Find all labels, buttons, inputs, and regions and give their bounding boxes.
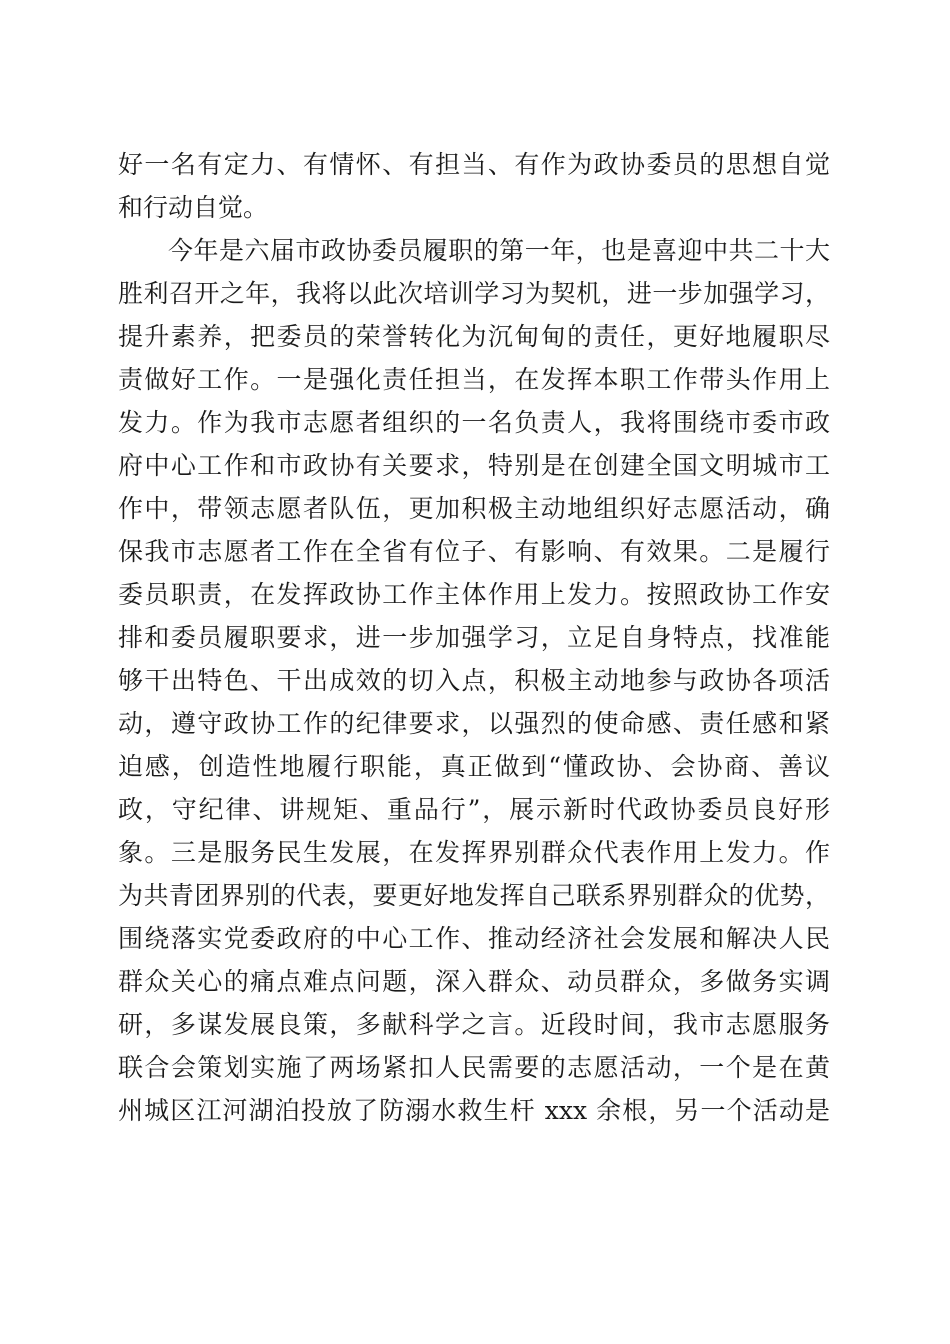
text-line: 群众关心的痛点难点问题，深入群众、动员群众，多做务实调 bbox=[118, 967, 830, 996]
text-line: 州城区江河湖泊投放了防溺水救生杆 xxx 余根，另一个活动是 bbox=[118, 1096, 830, 1125]
text-line: 提升素养，把委员的荣誉转化为沉甸甸的责任，更好地履职尽 bbox=[118, 322, 830, 351]
body-text bbox=[118, 143, 830, 1132]
text-line: 好一名有定力、有情怀、有担当、有作为政协委员的思想自觉 bbox=[118, 150, 830, 179]
text-line: 政，守纪律、讲规矩、重品行”，展示新时代政协委员良好形 bbox=[118, 795, 830, 824]
text-line: 保我市志愿者工作在全省有位子、有影响、有效果。二是履行 bbox=[118, 537, 830, 566]
text-line: 胜利召开之年，我将以此次培训学习为契机，进一步加强学习， bbox=[118, 279, 830, 308]
text-line: 研，多谋发展良策，多献科学之言。近段时间，我市志愿服务 bbox=[118, 1010, 830, 1039]
text-line: 象。三是服务民生发展，在发挥界别群众代表作用上发力。作 bbox=[118, 838, 830, 867]
text-line: 排和委员履职要求，进一步加强学习，立足自身特点，找准能 bbox=[118, 623, 830, 652]
text-line: 迫感，创造性地履行职能，真正做到“懂政协、会协商、善议 bbox=[118, 752, 830, 781]
text-line: 围绕落实党委政府的中心工作、推动经济社会发展和解决人民 bbox=[118, 924, 830, 953]
text-line: 责做好工作。一是强化责任担当，在发挥本职工作带头作用上 bbox=[118, 365, 830, 394]
text-line: 为共青团界别的代表，要更好地发挥自己联系界别群众的优势， bbox=[118, 881, 830, 910]
text-line: 和行动自觉。 bbox=[118, 193, 269, 222]
text-line: 够干出特色、干出成效的切入点，积极主动地参与政协各项活 bbox=[118, 666, 830, 695]
text-line: 联合会策划实施了两场紧扣人民需要的志愿活动，一个是在黄 bbox=[118, 1053, 830, 1082]
text-line: 作中，带领志愿者队伍，更加积极主动地组织好志愿活动，确 bbox=[118, 494, 830, 523]
text-line: 动，遵守政协工作的纪律要求，以强烈的使命感、责任感和紧 bbox=[118, 709, 830, 738]
paragraph-first-line: 今年是六届市政协委员履职的第一年，也是喜迎中共二十大 bbox=[168, 236, 830, 265]
text-line: 发力。作为我市志愿者组织的一名负责人，我将围绕市委市政 bbox=[118, 408, 830, 437]
text-line: 委员职责，在发挥政协工作主体作用上发力。按照政协工作安 bbox=[118, 580, 830, 609]
text-line: 府中心工作和市政协有关要求，特别是在创建全国文明城市工 bbox=[118, 451, 830, 480]
